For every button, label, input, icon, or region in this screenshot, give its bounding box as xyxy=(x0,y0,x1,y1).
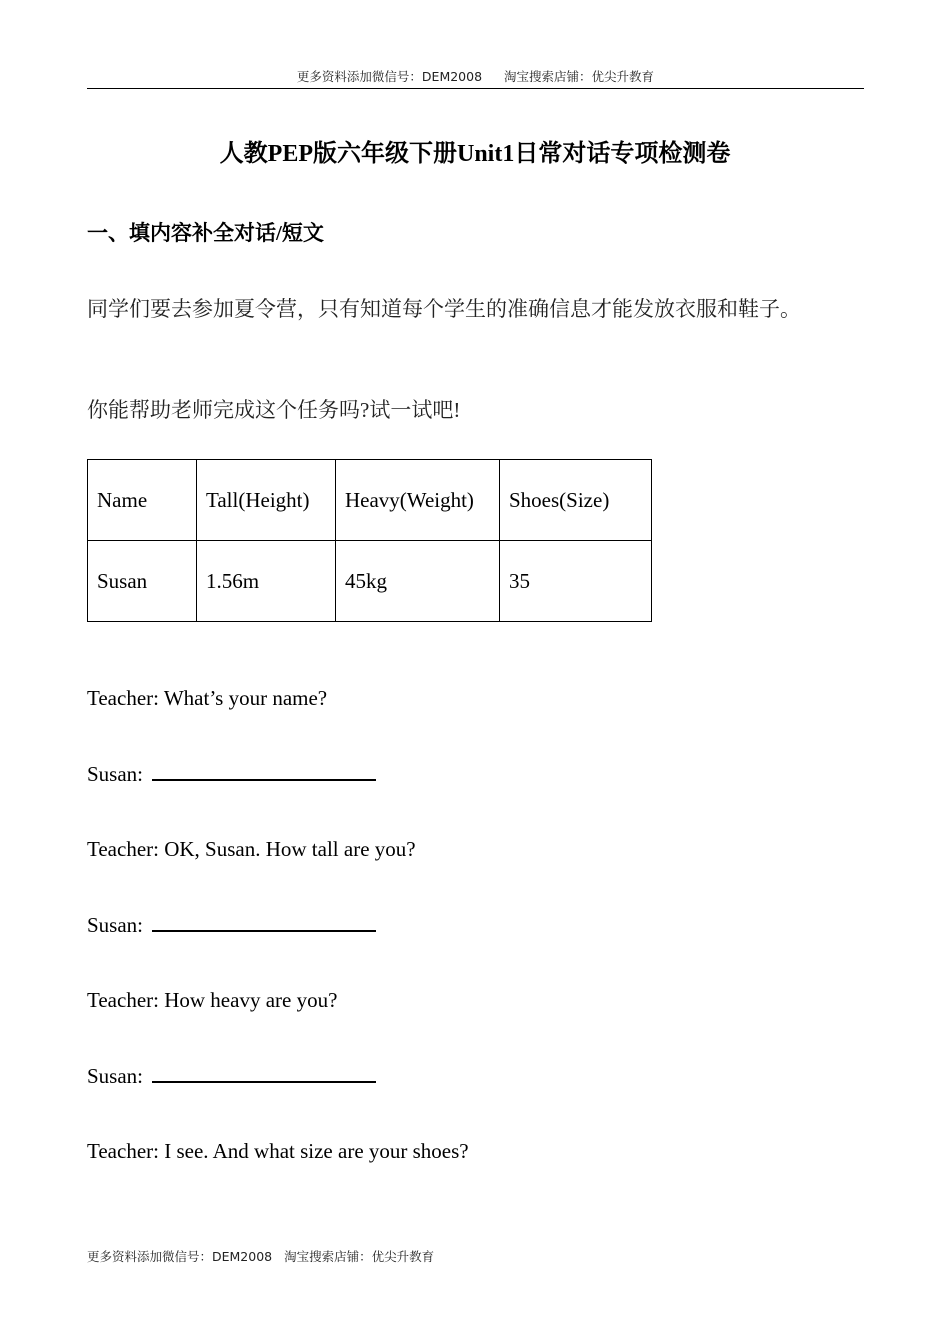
dialogue-line xyxy=(87,1064,376,1089)
page-footer xyxy=(87,1247,434,1265)
table-cell: 45kg xyxy=(336,541,500,622)
answer-blank[interactable] xyxy=(152,929,376,932)
dialogue-line xyxy=(87,686,327,711)
table-cell: 1.56m xyxy=(197,541,336,622)
dialogue-speaker: Susan: xyxy=(87,762,144,786)
answer-blank[interactable] xyxy=(152,778,376,781)
table-header-cell: Name xyxy=(88,460,197,541)
document-title: 人教PEP版六年级下册Unit1日常对话专项检测卷 xyxy=(219,141,731,167)
dialogue-text: Teacher: What’s your name? xyxy=(87,686,328,710)
dialogue-line xyxy=(87,913,376,938)
table-header-cell: Heavy(Weight) xyxy=(336,460,500,541)
footer-shop-text: 淘宝搜索店铺：优尖升教育 xyxy=(284,1249,435,1264)
dialogue-speaker: Susan: xyxy=(87,913,144,937)
table-header-cell: Tall(Height) xyxy=(197,460,336,541)
dialogue-speaker: Susan: xyxy=(87,1064,144,1088)
intro-paragraph: 同学们要去参加夏令营，只有知道每个学生的准确信息才能发放衣服和鞋子。 xyxy=(87,297,801,321)
answer-blank[interactable] xyxy=(152,1080,376,1083)
task-paragraph: 你能帮助老师完成这个任务吗?试一试吧! xyxy=(87,398,461,422)
section-heading: 一、填内容补全对话/短文 xyxy=(87,221,324,245)
dialogue-line xyxy=(87,1139,469,1164)
dialogue-text: Teacher: I see. And what size are your shoes? xyxy=(87,1139,469,1163)
dialogue-text: Teacher: How heavy are you? xyxy=(87,988,338,1012)
table-cell: 35 xyxy=(500,541,652,622)
page-header xyxy=(87,67,864,89)
dialogue-line xyxy=(87,988,337,1013)
table-header-cell: Shoes(Size) xyxy=(500,460,652,541)
table-header-row xyxy=(88,460,652,541)
footer-wechat-text: 更多资料添加微信号：DEM2008 xyxy=(87,1249,273,1264)
dialogue-text: Teacher: OK, Susan. How tall are you? xyxy=(87,837,416,861)
table-row xyxy=(88,541,652,622)
dialogue-line xyxy=(87,762,376,787)
header-wechat-text: 更多资料添加微信号：DEM2008 xyxy=(296,69,483,84)
student-info-table xyxy=(87,459,652,622)
header-shop-text: 淘宝搜索店铺：优尖升教育 xyxy=(504,69,655,84)
dialogue-line xyxy=(87,837,416,862)
table-cell: Susan xyxy=(88,541,197,622)
